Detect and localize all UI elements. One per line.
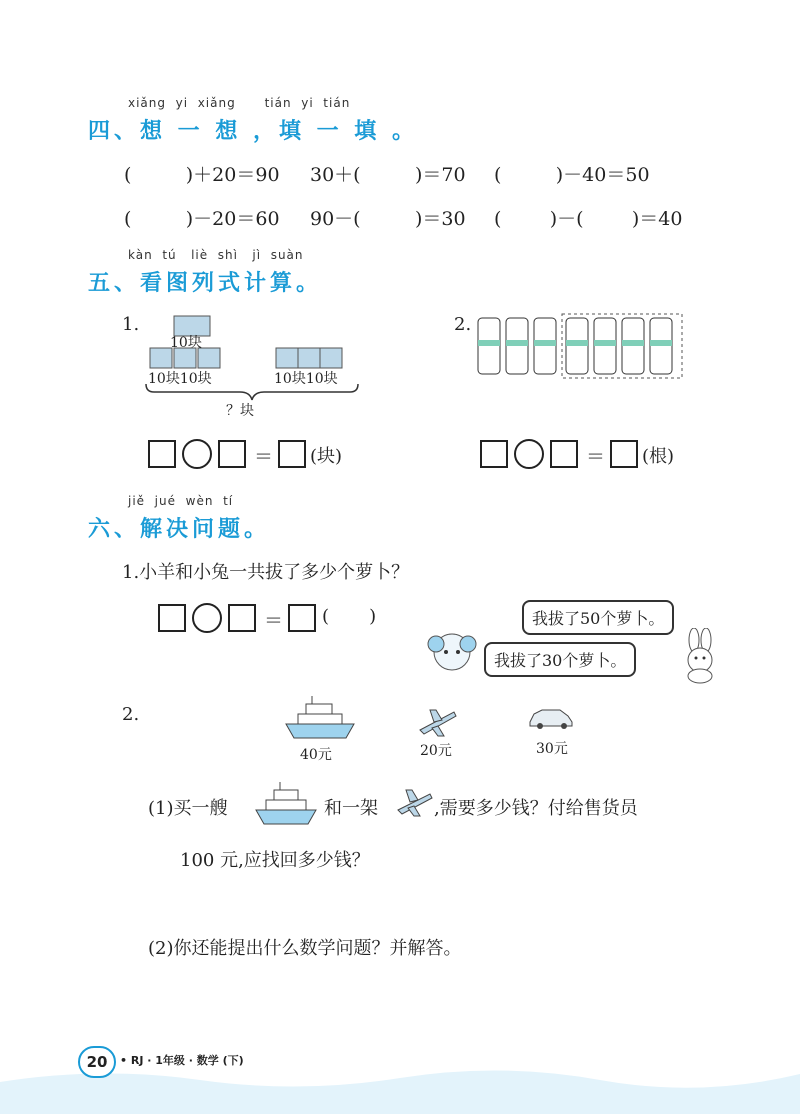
problem2-number: 2. (454, 314, 472, 335)
result-box[interactable] (610, 440, 638, 468)
unit-label: (根) (642, 446, 675, 467)
page-number: 20 (78, 1046, 116, 1078)
section6-heading: 六、解决问题。 (88, 517, 271, 542)
unit-blank: ( ) (322, 606, 377, 627)
operator-circle[interactable] (182, 439, 212, 469)
equation-5: 90－( )＝30 (310, 208, 466, 230)
equation-3: ( )－40＝50 (494, 164, 650, 186)
airplane-icon (394, 786, 434, 818)
airplane-icon (416, 704, 458, 738)
question2-number: 2. (122, 704, 140, 725)
equation-1: ( )＋20＝90 (124, 164, 280, 186)
answer-box[interactable] (550, 440, 578, 468)
stick-bundles-illustration (472, 312, 688, 382)
section5-heading: 五、看图列式计算。 (88, 271, 323, 296)
airplane-price: 20元 (420, 743, 452, 759)
section5-pinyin: kàn tú liè shì jì suàn (128, 248, 304, 262)
equals-sign: ＝ (254, 446, 274, 468)
result-box[interactable] (278, 440, 306, 468)
answer-box[interactable] (228, 604, 256, 632)
equation-6: ( )－( )＝40 (494, 208, 683, 230)
equation-4: ( )－20＝60 (124, 208, 280, 230)
question1-text: 1.小羊和小兔一共拔了多少个萝卜？ (122, 562, 410, 583)
ship-price: 40元 (300, 747, 332, 763)
ship-icon (282, 696, 358, 742)
unit-label: (块) (310, 446, 343, 467)
equation-2: 30＋( )＝70 (310, 164, 466, 186)
question-label: ？块 (226, 403, 254, 419)
problem1-number: 1. (122, 314, 140, 335)
equals-sign: ＝ (586, 446, 606, 468)
section4-pinyin: xiǎng yi xiǎng tián yi tián (128, 96, 351, 110)
subquestion1-part-a: (1)买一艘 (148, 798, 228, 819)
operator-circle[interactable] (514, 439, 544, 469)
answer-box[interactable] (158, 604, 186, 632)
answer-box[interactable] (218, 440, 246, 468)
operator-circle[interactable] (192, 603, 222, 633)
answer-box[interactable] (148, 440, 176, 468)
gift-boxes-illustration (140, 310, 370, 420)
sheep-speech-bubble: 我拔了30个萝卜。 (484, 642, 636, 677)
top-box-label: 10块 (170, 335, 202, 351)
subquestion1-part-c: ,需要多少钱？付给售货员 (434, 798, 638, 819)
ship-icon (252, 782, 320, 828)
section6-pinyin: jiě jué wèn tí (128, 494, 234, 508)
car-icon (528, 704, 574, 730)
answer-box[interactable] (480, 440, 508, 468)
subquestion2: (2)你还能提出什么数学问题？并解答。 (148, 938, 462, 959)
section4-heading: 四、想 一 想 ，填 一 填 。 (88, 119, 418, 144)
sheep-icon (424, 624, 480, 684)
footer-label: • RJ · 1年级 · 数学 (下) (120, 1054, 244, 1067)
right-box-labels: 10块10块 (274, 371, 338, 387)
result-box[interactable] (288, 604, 316, 632)
rabbit-speech-bubble: 我拔了50个萝卜。 (522, 600, 674, 635)
car-price: 30元 (536, 741, 568, 757)
subquestion1-part-b: 和一架 (324, 798, 378, 819)
left-box-labels: 10块10块 (148, 371, 212, 387)
rabbit-icon (678, 628, 722, 684)
equals-sign: ＝ (264, 610, 284, 632)
subquestion1-part-d: 100 元,应找回多少钱？ (180, 850, 370, 871)
